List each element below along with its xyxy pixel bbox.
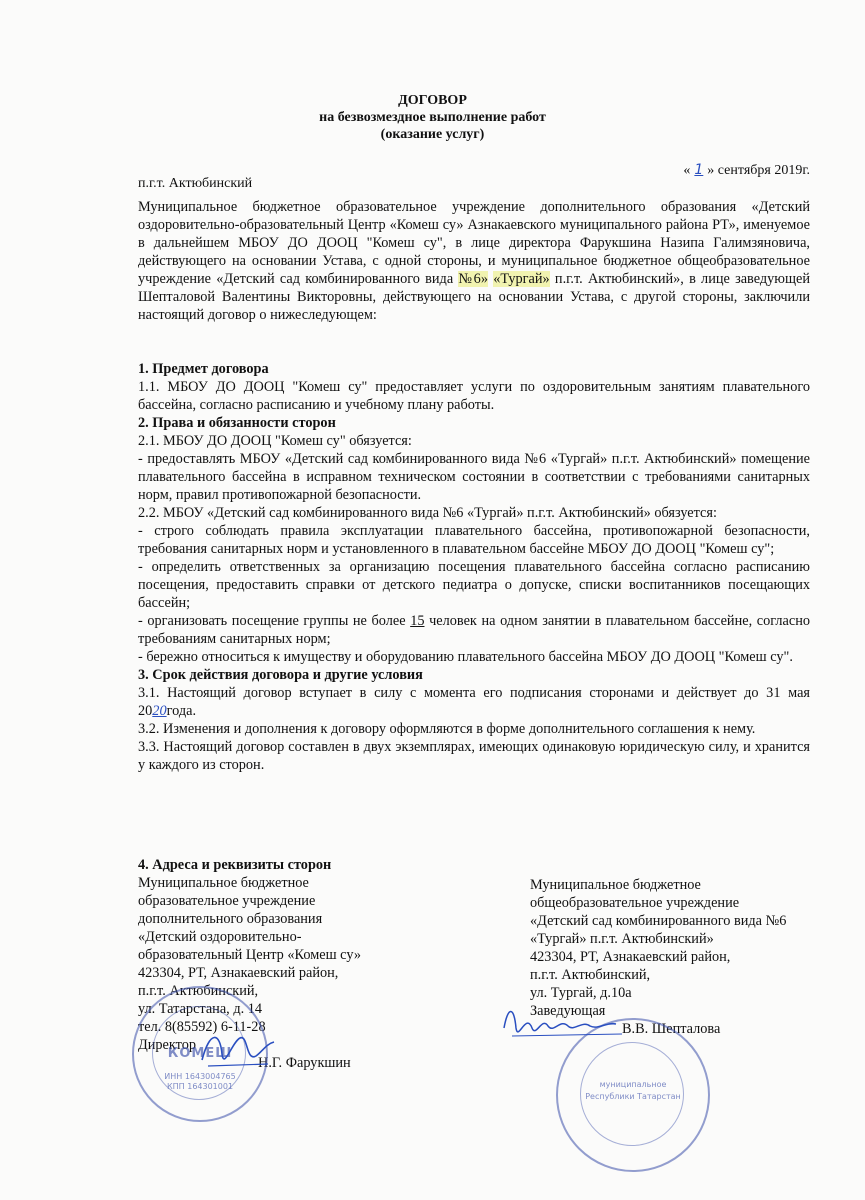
- clause-text: человек на одном занятии в плавательном бассейне, согласно требованиям санитарных норм;: [138, 613, 811, 647]
- party-1-line: образовательный Центр «Комеш су»: [138, 947, 361, 963]
- clause-3-2: 3.2. Изменения и дополнения к договору оформляются в форме дополнительного соглашения к нему.: [138, 721, 756, 737]
- document-subtitle: на безвозмездное выполнение работ: [319, 110, 546, 125]
- party-2-line: ул. Тургай, д.10а: [530, 985, 632, 1001]
- clause-2-2-item-1: - строго соблюдать правила эксплуатации плавательного бассейна, противопожарной безопасности, требования санитарных норм и установленного в плавательном бассейне МБОУ ДО ДООЦ "Комеш су";: [138, 523, 810, 557]
- party-1-line: п.г.т. Актюбинский,: [138, 983, 259, 999]
- party-2-position: Заведующая: [530, 1003, 606, 1019]
- clause-3-3: 3.3. Настоящий договор составлен в двух экземплярах, имеющих одинаковую юридическую силу, и хранится у каждого из сторон.: [138, 739, 810, 773]
- place: п.г.т. Актюбинский: [138, 176, 253, 191]
- highlighted-number: №6»: [458, 271, 488, 287]
- contract-body: [138, 198, 810, 774]
- stamp-text: муниципальное: [599, 1080, 667, 1089]
- clause-2-2-item-3: [138, 612, 810, 648]
- clause-2-2-item-4: - бережно относиться к имуществу и оборудованию плавательного бассейна МБОУ ДО ДООЦ "Комеш су".: [138, 649, 793, 665]
- section-1-heading: 1. Предмет договора: [138, 361, 269, 377]
- party-1-line: Муниципальное бюджетное: [138, 875, 309, 891]
- party-2-line: Муниципальное бюджетное: [530, 877, 701, 893]
- party-1-signatory: Н.Г. Фарукшин: [258, 1055, 351, 1071]
- intro-part-2: п.г.т. Актюбинский», в лице заведующей Шепталовой Валентины Викторовны, действующего на основании Устава, с другой стороны, заключили настоящий договор о нижеследующем:: [138, 271, 810, 323]
- spacer: [138, 342, 810, 360]
- document-title-block: [0, 92, 865, 143]
- document-subtitle-2: (оказание услуг): [380, 127, 485, 142]
- left-signature: [198, 1020, 278, 1080]
- clause-2-2: 2.2. МБОУ «Детский сад комбинированного вида №6 «Тургай» п.г.т. Актюбинский» обязуется:: [138, 505, 717, 521]
- clause-1-1: 1.1. МБОУ ДО ДООЦ "Комеш су" предоставляет услуги по оздоровительным занятиям плавательного бассейна, согласно расписанию и учебному плану работы.: [138, 379, 810, 413]
- contract-date: [683, 162, 810, 179]
- party-1-position: Директор: [138, 1037, 197, 1053]
- clause-text: года.: [166, 703, 197, 719]
- section-2-heading: 2. Права и обязанности сторон: [138, 415, 336, 431]
- section-3-heading: 3. Срок действия договора и другие условия: [138, 667, 423, 683]
- clause-text: - организовать посещение группы не более: [138, 613, 411, 629]
- highlighted-name: «Тургай»: [493, 271, 550, 287]
- section-4-heading: 4. Адреса и реквизиты сторон: [138, 857, 332, 873]
- stamp-text: Республики Татарстан: [585, 1092, 681, 1101]
- stamp-text: КПП 164301001: [166, 1082, 234, 1091]
- party-1-line: 423304, РТ, Азнакаевский район,: [138, 965, 339, 981]
- clause-2-2-item-2: - определить ответственных за организацию посещения плавательного бассейна согласно расписанию посещения, предоставить справки от детского педиатра о допуске, списки воспитанников посещающих бассейн;: [138, 559, 810, 611]
- date-day-handwritten: 1: [694, 162, 704, 178]
- date-month-year: » сентября 2019г.: [707, 163, 810, 178]
- date-quote-open: «: [683, 163, 691, 178]
- spacer: [138, 324, 810, 342]
- stamp-text: ИНН 1643004765: [164, 1072, 236, 1081]
- clause-2-1: 2.1. МБОУ ДО ДООЦ "Комеш су" обязуется:: [138, 433, 412, 449]
- document-title: ДОГОВОР: [398, 93, 467, 108]
- party-2-line: 423304, РТ, Азнакаевский район,: [530, 949, 731, 965]
- clause-2-1-item: - предоставлять МБОУ «Детский сад комбинированного вида №6 «Тургай» п.г.т. Актюбинский» помещение плавательного бассейна в исправном техническом состоянии в соответствии с требованиями санитарных норм, правил противопожарной безопасности.: [138, 451, 810, 503]
- party-1-line: образовательное учреждение: [138, 893, 316, 909]
- party-2-signatory: В.В. Шепталова: [622, 1021, 721, 1037]
- party-1-line: «Детский оздоровительно-: [138, 929, 302, 945]
- party-2-line: «Тургай» п.г.т. Актюбинский»: [530, 931, 714, 947]
- intro-part-1: Муниципальное бюджетное образовательное учреждение дополнительного образования «Детский оздоровительно-образовательный Центр «Комеш су» Азнакаевского муниципального района РТ», именуемое в дальнейшем МБОУ ДО ДООЦ "Комеш су", в лице директора Фарукшина Назипа Галимзяновича, действующего на основании Устава, с одной стороны, и муниципальное бюджетное общеобразовательное учреждение «Детский сад комбинированного вида: [138, 199, 810, 287]
- party-2-line: п.г.т. Актюбинский,: [530, 967, 651, 983]
- party-1-line: ул. Татарстана, д. 14: [138, 1001, 263, 1017]
- intro-paragraph: [138, 198, 810, 324]
- place-date-row: [138, 162, 810, 196]
- party-1-phone: тел. 8(85592) 6-11-28: [138, 1019, 266, 1035]
- year-handwritten: 20: [152, 703, 167, 719]
- group-size-value: 15: [410, 613, 425, 629]
- party-2-line: общеобразовательное учреждение: [530, 895, 740, 911]
- clause-3-1: [138, 684, 810, 720]
- party-1-line: дополнительного образования: [138, 911, 323, 927]
- clause-text: 3.1. Настоящий договор вступает в силу с момента его подписания сторонами и действует до 31 мая 20: [138, 685, 810, 719]
- stamp-text: КОМЕШ: [167, 1046, 233, 1061]
- right-signature: [498, 998, 628, 1048]
- party-2-line: «Детский сад комбинированного вида №6: [530, 913, 787, 929]
